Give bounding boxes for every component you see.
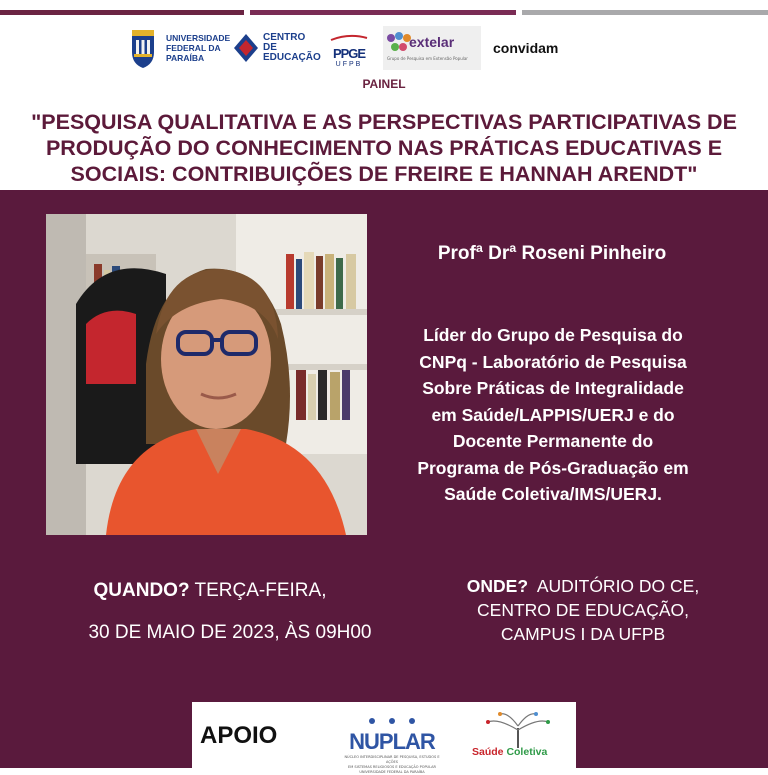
ce-name-line-2: DE EDUCAÇÃO <box>263 42 321 63</box>
logo-row <box>128 22 558 74</box>
when-day: TERÇA-FEIRA, <box>194 580 327 601</box>
ppge-swoosh-icon <box>329 35 369 41</box>
convidam-text: convidam <box>493 40 559 56</box>
title-line-3: SOCIAIS: CONTRIBUIÇÕES DE FREIRE E HANNAH ARENDT" <box>70 162 698 186</box>
where-label: ONDE? <box>466 576 529 596</box>
nuplar-sub-3: UNIVERSIDADE FEDERAL DA PARAÍBA <box>359 770 425 774</box>
ce-logo <box>232 32 319 64</box>
top-bar-right <box>522 10 768 15</box>
bio-line-4: em Saúde/LAPPIS/UERJ e do <box>431 404 675 425</box>
speaker-photo <box>46 214 367 535</box>
tree-icon <box>468 708 568 748</box>
bio-line-6: Programa de Pós-Graduação em <box>417 457 689 478</box>
bio-line-5: Docente Permanente do <box>452 431 654 451</box>
extelar-sub: Grupo de Pesquisa em Extensão Popular <box>387 56 468 61</box>
top-bar-middle <box>250 10 516 15</box>
support-label: APOIO <box>200 722 278 749</box>
ce-diamond-icon <box>232 32 260 64</box>
title-line-2: PRODUÇÃO DO CONHECIMENTO NAS PRÁTICAS EDUCATIVAS E <box>45 136 723 160</box>
painel-label: PAINEL <box>362 77 406 91</box>
nuplar-sub-1: NÚCLEO INTERDISCIPLINAR DE PESQUISA, ESTUDOS E AÇÕES <box>344 755 440 764</box>
ppge-logo <box>329 28 369 68</box>
nuplar-logo <box>342 710 442 775</box>
bio-line-3: Sobre Práticas de Integralidade <box>422 378 684 398</box>
speaker-bio <box>378 322 728 508</box>
when-date: 30 DE MAIO DE 2023, ÀS 09H00 <box>88 622 372 643</box>
ppge-title: PPGE <box>332 46 366 61</box>
top-bar-left <box>0 10 244 15</box>
coletiva-word: Coletiva <box>506 746 548 758</box>
where-block <box>422 574 744 646</box>
nuplar-title: NUPLAR <box>349 729 435 754</box>
when-label: QUANDO? <box>93 580 190 601</box>
extelar-logo <box>383 26 481 70</box>
event-title <box>0 109 768 187</box>
where-line-2: CENTRO DE EDUCAÇÃO, <box>477 600 689 620</box>
ppge-sub: UFPB <box>335 61 363 68</box>
ce-name-line-1: CENTRO <box>263 32 306 43</box>
bio-line-2: CNPq - Laboratório de Pesquisa <box>419 351 687 372</box>
title-line-1: "PESQUISA QUALITATIVA E AS PERSPECTIVAS PARTICIPATIVAS DE <box>31 110 737 134</box>
bio-line-7: Saúde Coletiva/IMS/UERJ. <box>444 484 662 504</box>
saude-word: Saúde <box>472 746 504 758</box>
speaker-photo-illustration <box>46 214 367 535</box>
extelar-title: extelar <box>409 34 455 50</box>
saude-coletiva-logo <box>468 708 568 766</box>
ufpb-name-line-1: UNIVERSIDADE <box>166 33 231 43</box>
where-line-1: AUDITÓRIO DO CE, <box>536 576 700 596</box>
ufpb-crest-icon <box>128 26 158 70</box>
speaker-name: Profª Drª Roseni Pinheiro <box>437 243 667 264</box>
nuplar-figures-icon <box>342 717 442 725</box>
bio-line-1: Líder do Grupo de Pesquisa do <box>423 325 683 345</box>
where-line-3: CAMPUS I DA UFPB <box>500 624 666 644</box>
when-line <box>40 580 380 602</box>
ufpb-name-line-2: FEDERAL DA <box>166 43 221 53</box>
ufpb-name-line-3: PARAÍBA <box>166 53 205 63</box>
ufpb-logo <box>128 26 231 70</box>
support-box <box>192 702 576 774</box>
nuplar-sub-2: EM SISTEMAS RELIGIOSOS E EDUCAÇÃO POPULAR <box>348 765 436 769</box>
